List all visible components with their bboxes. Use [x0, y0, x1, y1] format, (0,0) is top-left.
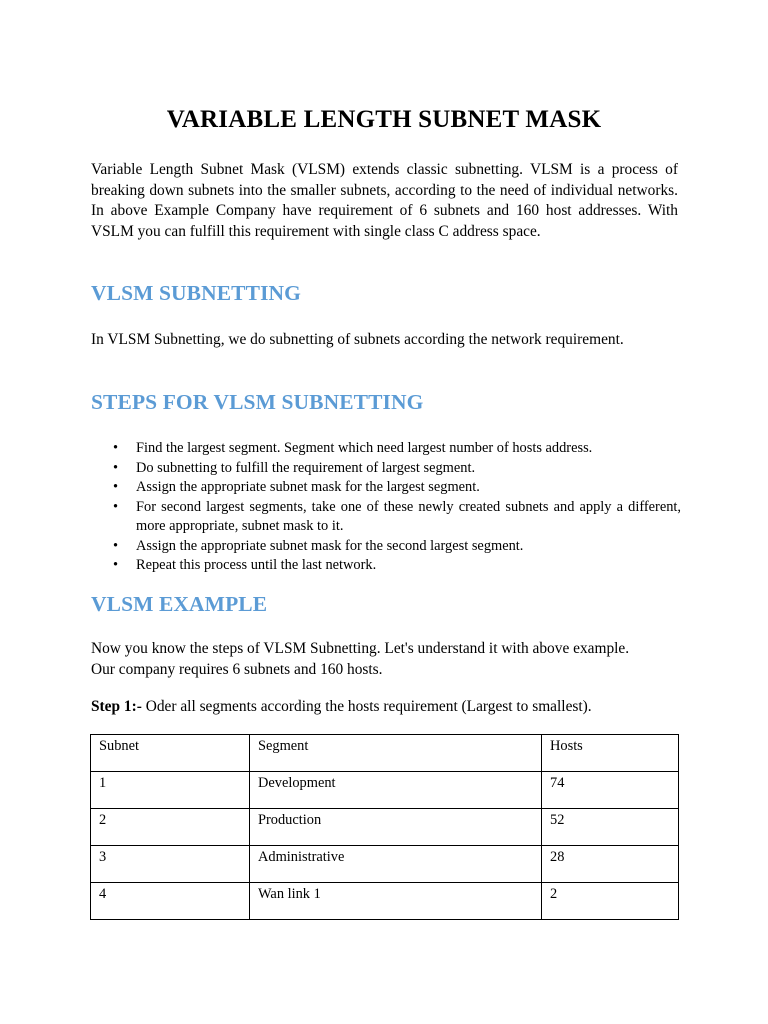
step-1-text: Oder all segments according the hosts requirement (Largest to smallest).: [141, 698, 592, 715]
page-title: VARIABLE LENGTH SUBNET MASK: [166, 106, 602, 133]
list-item: [91, 478, 681, 498]
example-line-1: Now you know the steps of VLSM Subnetting. Let's understand it with above example.: [91, 640, 630, 657]
table-header-row: [91, 735, 679, 772]
table-row: [91, 846, 679, 883]
example-line-2: Our company requires 6 subnets and 160 hosts.: [91, 660, 383, 678]
list-item: [91, 537, 681, 557]
list-item-text: Find the largest segment. Segment which need largest number of hosts address.: [136, 440, 593, 456]
table-cell: Wan link 1: [250, 883, 542, 920]
table-cell: 3: [91, 846, 250, 883]
steps-list: [91, 439, 681, 576]
list-item-text: Assign the appropriate subnet mask for the largest segment.: [136, 479, 480, 495]
list-item-text: Do subnetting to fulfill the requirement of largest segment.: [136, 459, 476, 476]
bullet-icon: •: [113, 537, 119, 554]
bullet-icon: •: [113, 557, 119, 573]
section-heading-vlsm-example: VLSM EXAMPLE: [91, 592, 268, 616]
table-cell: 28: [542, 846, 679, 883]
table-cell: Development: [250, 772, 542, 809]
list-item: [91, 459, 681, 479]
subnetting-paragraph: In VLSM Subnetting, we do subnetting of subnets according the network requirement.: [91, 331, 624, 348]
table-row: [91, 772, 679, 809]
intro-paragraph: Variable Length Subnet Mask (VLSM) extends classic subnetting. VLSM is a process of breaking down subnets into the smaller subnets, according to the need of individual networks. In above Example Company have requirement of 6 subnets and 160 host addresses. With VSLM you can fulfill this requirement with single class C address space.: [91, 161, 678, 240]
table-cell: 74: [542, 772, 679, 809]
list-item-text: Repeat this process until the last network.: [136, 557, 377, 573]
list-item: [91, 439, 681, 459]
list-item: [91, 498, 681, 537]
table-cell: 4: [91, 883, 250, 920]
table-header-cell: Subnet: [91, 735, 250, 772]
section-heading-steps: STEPS FOR VLSM SUBNETTING: [91, 390, 424, 414]
table-header-cell: Hosts: [542, 735, 679, 772]
step-1-label: Step 1:-: [91, 698, 142, 715]
table-row: [91, 809, 679, 846]
bullet-icon: •: [113, 440, 119, 456]
bullet-icon: •: [113, 459, 119, 476]
table-cell: 52: [542, 809, 679, 846]
example-paragraph: [91, 639, 678, 680]
table-cell: Administrative: [250, 846, 542, 883]
segments-table: [90, 734, 679, 920]
table-cell: 2: [91, 809, 250, 846]
table-cell: 1: [91, 772, 250, 809]
table-header-cell: Segment: [250, 735, 542, 772]
section-heading-vlsm-subnetting: VLSM SUBNETTING: [91, 281, 301, 305]
step-1-instruction: [91, 697, 592, 717]
table-cell: Production: [250, 809, 542, 846]
list-item-text: For second largest segments, take one of these newly created subnets and apply a different, more appropriate, subnet mask to it.: [136, 498, 681, 534]
list-item: [91, 556, 681, 576]
bullet-icon: •: [113, 498, 119, 515]
list-item-text: Assign the appropriate subnet mask for the second largest segment.: [136, 537, 524, 554]
bullet-icon: •: [113, 479, 119, 495]
table-row: [91, 883, 679, 920]
table-cell: 2: [542, 883, 679, 920]
